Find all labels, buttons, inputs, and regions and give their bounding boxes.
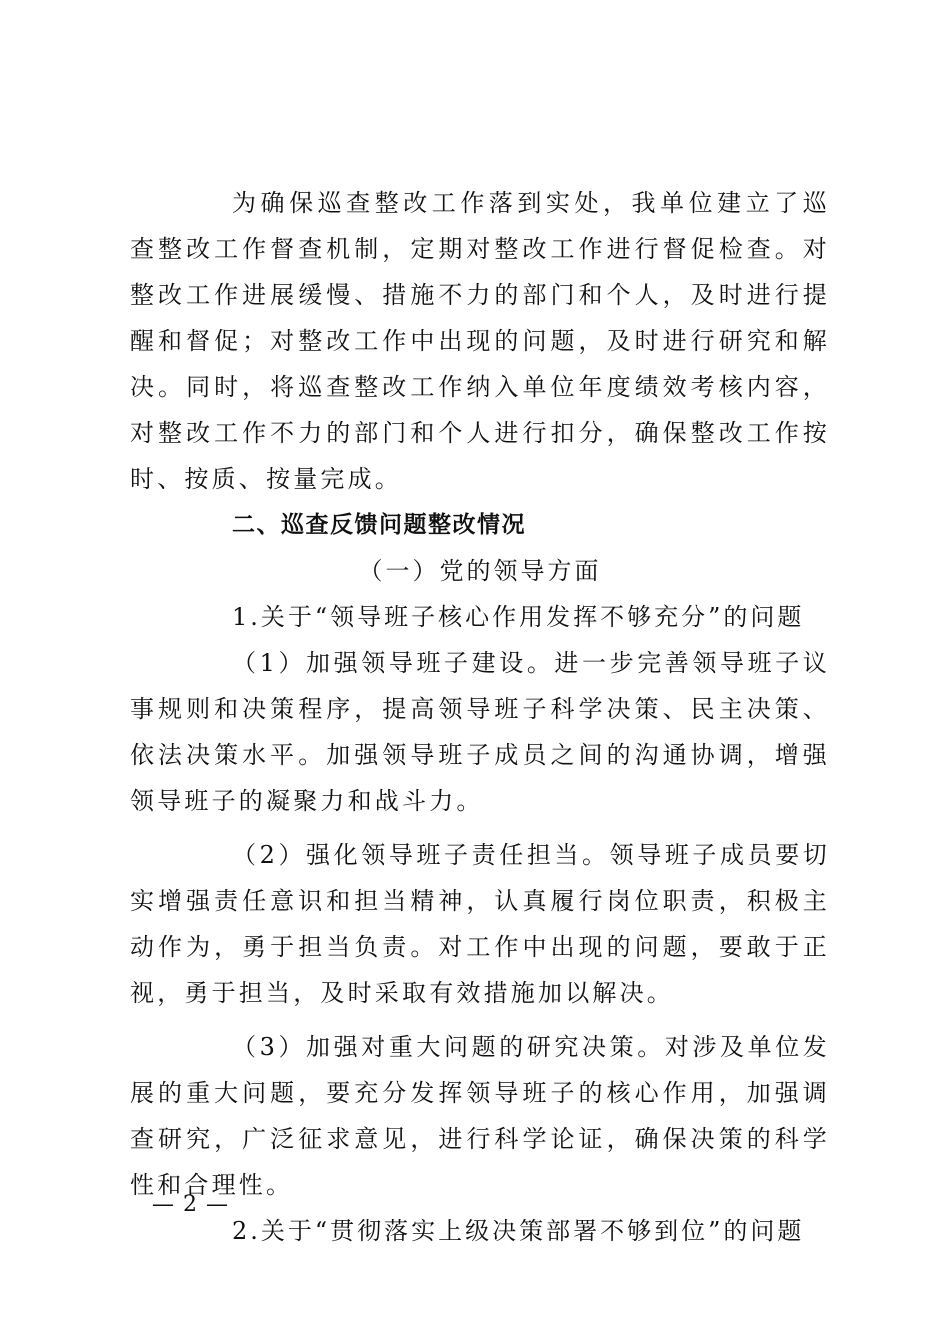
document-body [130,180,830,1254]
page-number: — 2 — [152,1192,229,1217]
item-1-title: 1.关于“领导班子核心作用发挥不够充分”的问题 [232,603,805,631]
item-1-point-1: （1）加强领导班子建设。进一步完善领导班子议事规则和决策程序，提高领导班子科学决策、民主决策、依法决策水平。加强领导班子成员之间的沟通协调，增强领导班子的凝聚力和战斗力。 [130,649,830,815]
item-1-point-2: （2）强化领导班子责任担当。领导班子成员要切实增强责任意识和担当精神，认真履行岗位职责，积极主动作为，勇于担当负责。对工作中出现的问题，要敢于正视，勇于担当，及时采取有效措施加以解决。 [130,841,830,1007]
paragraph-supervision-mechanism: 为确保巡查整改工作落到实处，我单位建立了巡查整改工作督查机制，定期对整改工作进行督促检查。对整改工作进展缓慢、措施不力的部门和个人，及时进行提醒和督促；对整改工作中出现的问题，及时进行研究和解决。同时，将巡查整改工作纳入单位年度绩效考核内容，对整改工作不力的部门和个人进行扣分，确保整改工作按时、按质、按量完成。 [130,189,830,493]
item-1-point-3: （3）加强对重大问题的研究决策。对涉及单位发展的重大问题，要充分发挥领导班子的核心作用，加强调查研究，广泛征求意见，进行科学论证，确保决策的科学性和合理性。 [130,1033,830,1199]
section-heading: 二、巡查反馈问题整改情况 [232,512,526,538]
sub-heading: （一）党的领导方面 [358,557,602,585]
item-2-title: 2.关于“贯彻落实上级决策部署不够到位”的问题 [232,1217,805,1245]
